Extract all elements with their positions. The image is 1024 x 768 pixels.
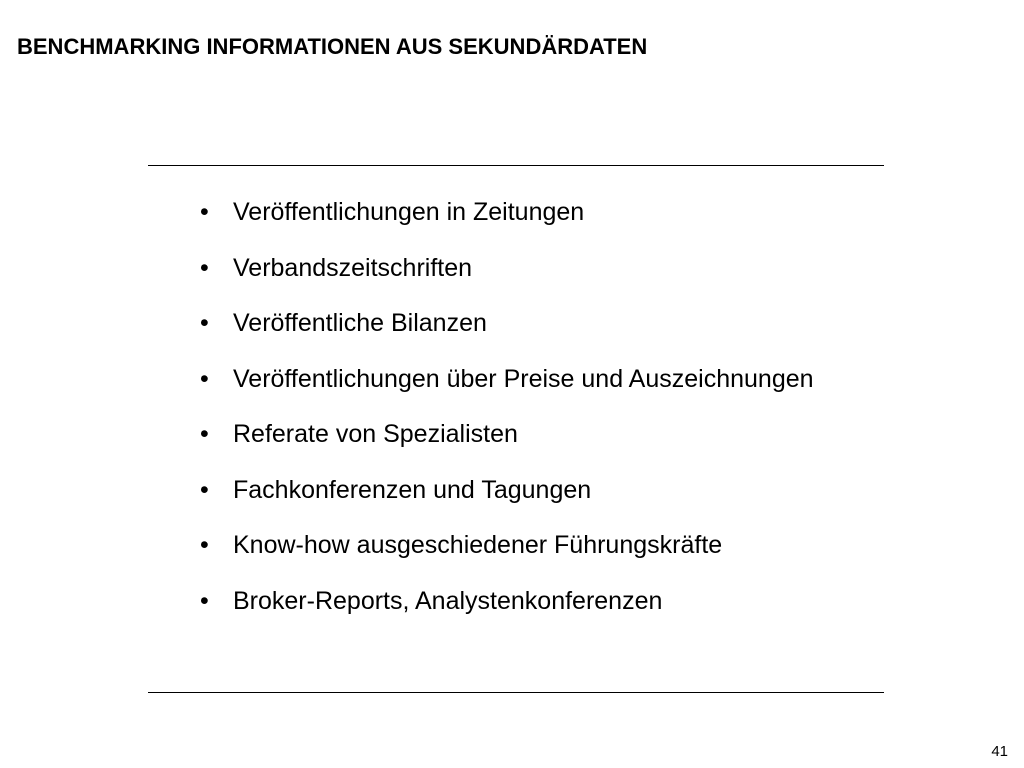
bullet-item bbox=[200, 251, 840, 285]
bullet-text: Fachkonferenzen und Tagungen bbox=[233, 475, 592, 504]
bullet-text: Verbandszeitschriften bbox=[233, 253, 473, 282]
page-number: 41 bbox=[991, 743, 1008, 760]
bullet-item bbox=[200, 306, 840, 340]
bullet-icon: • bbox=[200, 364, 209, 393]
bullet-icon: • bbox=[200, 253, 209, 282]
bullet-text: Broker-Reports, Analystenkonferenzen bbox=[233, 586, 663, 615]
bullet-list bbox=[200, 195, 840, 618]
bullet-item bbox=[200, 528, 840, 562]
bullet-icon: • bbox=[200, 309, 209, 337]
bullet-text: Know-how ausgeschiedener Führungskräfte bbox=[233, 531, 723, 559]
bullet-text: Referate von Spezialisten bbox=[233, 420, 518, 448]
bullet-icon: • bbox=[200, 198, 209, 226]
bottom-divider bbox=[148, 692, 884, 693]
bullet-icon: • bbox=[200, 475, 209, 504]
bullet-icon: • bbox=[200, 420, 209, 448]
bullet-icon: • bbox=[200, 531, 209, 559]
bullet-item bbox=[200, 584, 840, 618]
bullet-icon: • bbox=[200, 586, 209, 615]
bullet-item bbox=[200, 417, 840, 451]
bullet-item bbox=[200, 195, 840, 229]
bullet-item bbox=[200, 362, 840, 396]
slide-title: BENCHMARKING INFORMATIONEN AUS SEKUNDÄRDATEN bbox=[17, 34, 648, 59]
bullet-text: Veröffentliche Bilanzen bbox=[233, 309, 487, 337]
top-divider bbox=[148, 165, 884, 166]
bullet-text: Veröffentlichungen über Preise und Auszeichnungen bbox=[233, 364, 814, 393]
bullet-text: Veröffentlichungen in Zeitungen bbox=[233, 198, 585, 226]
bullet-item bbox=[200, 473, 840, 507]
